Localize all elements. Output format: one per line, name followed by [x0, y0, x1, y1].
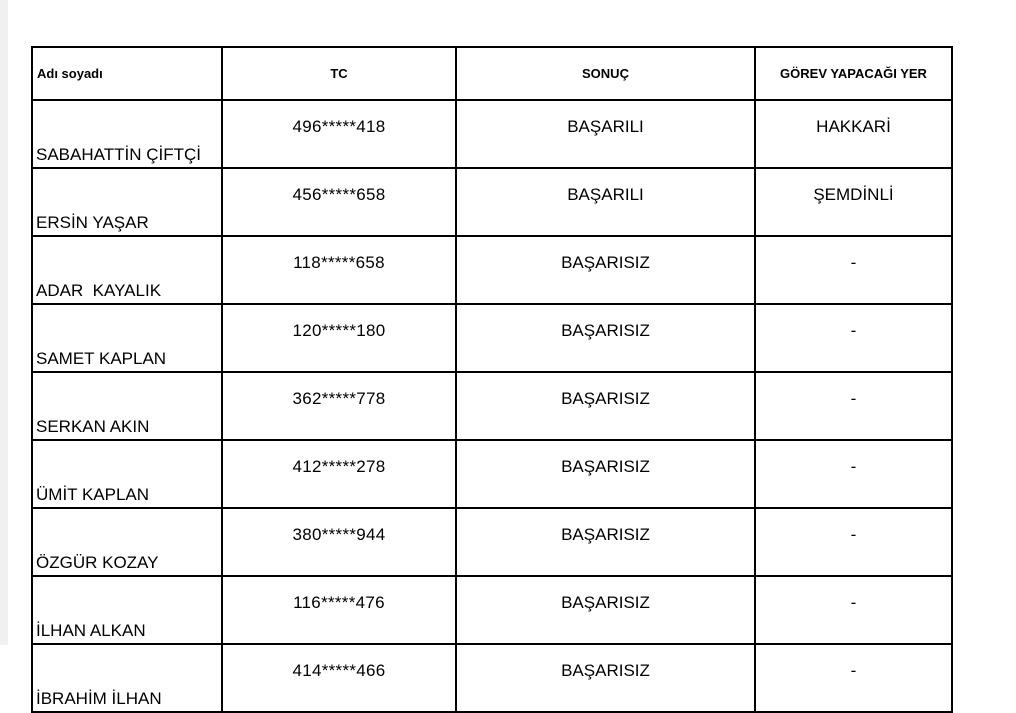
header-name: Adı soyadı [32, 47, 222, 100]
results-table [31, 46, 953, 713]
table-row [32, 372, 952, 440]
name-cell: ADAR KAYALIK [32, 236, 222, 304]
header-tc: TC [222, 47, 456, 100]
location-cell: - [755, 644, 952, 712]
name-cell: İLHAN ALKAN [32, 576, 222, 644]
table-row [32, 168, 952, 236]
result-cell: BAŞARISIZ [456, 372, 755, 440]
name-cell: SERKAN AKIN [32, 372, 222, 440]
tc-cell: 412*****278 [222, 440, 456, 508]
result-cell: BAŞARILI [456, 168, 755, 236]
tc-cell: 118*****658 [222, 236, 456, 304]
result-cell: BAŞARISIZ [456, 236, 755, 304]
table-row [32, 440, 952, 508]
name-cell: SABAHATTİN ÇİFTÇİ [32, 100, 222, 168]
table-row [32, 100, 952, 168]
result-cell: BAŞARISIZ [456, 508, 755, 576]
table-row [32, 644, 952, 712]
name-cell: ERSİN YAŞAR [32, 168, 222, 236]
location-cell: ŞEMDİNLİ [755, 168, 952, 236]
table-row [32, 576, 952, 644]
name-cell: ÜMİT KAPLAN [32, 440, 222, 508]
location-cell: - [755, 576, 952, 644]
tc-cell: 380*****944 [222, 508, 456, 576]
header-location: GÖREV YAPACAĞI YER [755, 47, 952, 100]
tc-cell: 120*****180 [222, 304, 456, 372]
header-row [32, 47, 952, 100]
location-cell: HAKKARİ [755, 100, 952, 168]
location-cell: - [755, 304, 952, 372]
table-body [32, 100, 952, 712]
tc-cell: 362*****778 [222, 372, 456, 440]
page-edge-strip [0, 0, 8, 645]
result-cell: BAŞARISIZ [456, 304, 755, 372]
name-cell: SAMET KAPLAN [32, 304, 222, 372]
table-row [32, 304, 952, 372]
location-cell: - [755, 440, 952, 508]
location-cell: - [755, 236, 952, 304]
name-cell: İBRAHİM İLHAN [32, 644, 222, 712]
table-row [32, 236, 952, 304]
tc-cell: 116*****476 [222, 576, 456, 644]
result-cell: BAŞARILI [456, 100, 755, 168]
table-row [32, 508, 952, 576]
name-cell: ÖZGÜR KOZAY [32, 508, 222, 576]
tc-cell: 414*****466 [222, 644, 456, 712]
result-cell: BAŞARISIZ [456, 576, 755, 644]
result-cell: BAŞARISIZ [456, 440, 755, 508]
table-header [32, 47, 952, 100]
location-cell: - [755, 372, 952, 440]
tc-cell: 456*****658 [222, 168, 456, 236]
header-result: SONUÇ [456, 47, 755, 100]
result-cell: BAŞARISIZ [456, 644, 755, 712]
tc-cell: 496*****418 [222, 100, 456, 168]
location-cell: - [755, 508, 952, 576]
